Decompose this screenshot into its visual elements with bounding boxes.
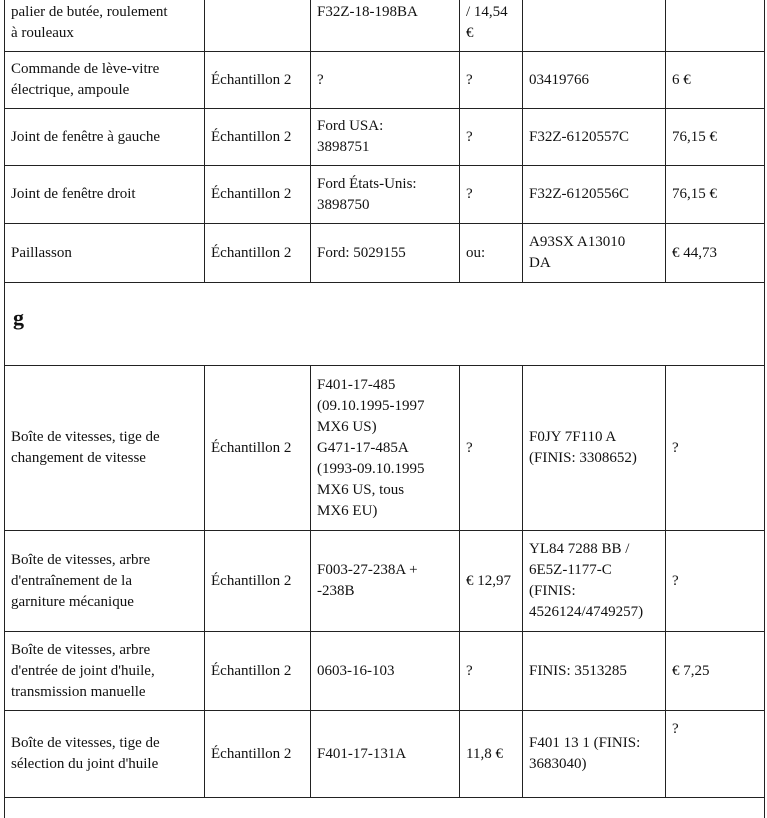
table-row: [4, 224, 765, 283]
price-cell: [460, 166, 523, 223]
alt-reference-cell: [523, 166, 666, 223]
table-row: [4, 0, 765, 52]
price-text: ?: [466, 662, 473, 679]
description-text: palier de butée, roulement à rouleaux: [11, 4, 168, 41]
sample-text: Échantillon 2: [211, 439, 292, 456]
table-row: [4, 531, 765, 632]
sample-text: Échantillon 2: [211, 186, 292, 202]
reference-text: F32Z-18-198BA: [317, 4, 418, 20]
alt-price-text: ?: [672, 721, 679, 737]
alt-price-text: 76,15 €: [672, 186, 717, 202]
description-text: Joint de fenêtre à gauche: [11, 128, 161, 145]
sample-cell: [205, 632, 311, 710]
table-row: [4, 632, 765, 711]
alt-reference-cell: [523, 366, 666, 530]
reference-cell: [311, 366, 460, 530]
alt-price-cell: [666, 366, 765, 530]
alt-price-text: ?: [672, 572, 679, 589]
description-text: Paillasson: [11, 244, 72, 261]
table-row: [4, 711, 765, 798]
price-text: ou:: [466, 244, 486, 261]
price-cell: [460, 366, 523, 530]
price-text: / 14,54 €: [466, 4, 508, 41]
reference-cell: [311, 711, 460, 797]
sample-text: Échantillon 2: [211, 572, 292, 589]
description-text: Joint de fenêtre droit: [11, 186, 136, 202]
price-text: ?: [466, 439, 473, 456]
sample-text: Échantillon 2: [211, 745, 292, 762]
alt-price-cell: [666, 531, 765, 631]
description-cell: [4, 366, 205, 530]
alt-price-text: 6 €: [672, 71, 691, 88]
price-cell: [460, 711, 523, 797]
price-text: ?: [466, 186, 473, 202]
table-row-edge: [4, 798, 765, 818]
description-cell: [4, 711, 205, 797]
reference-text: F401-17-131A: [317, 745, 407, 762]
alt-reference-text: A93SX A13010 DA: [529, 234, 626, 271]
alt-reference-text: F0JY 7F110 A (FINIS: 3308652): [529, 429, 637, 466]
reference-cell: [311, 224, 460, 282]
table-row: [4, 166, 765, 224]
alt-reference-cell: [523, 52, 666, 108]
alt-reference-text: 03419766: [529, 71, 589, 88]
price-cell: [460, 531, 523, 631]
reference-text: 0603-16-103: [317, 662, 395, 679]
alt-reference-cell: [523, 531, 666, 631]
description-cell: [4, 224, 205, 282]
price-cell: [460, 52, 523, 108]
alt-reference-text: FINIS: 3513285: [529, 662, 627, 679]
sample-cell: [205, 109, 311, 165]
description-cell: [4, 0, 205, 51]
reference-text: F401-17-485 (09.10.1995-1997 MX6 US) G471-17-485A (1993-09.10.1995 MX6 US, tous MX6 EU): [317, 376, 425, 519]
price-cell: [460, 224, 523, 282]
price-text: ?: [466, 128, 473, 145]
sample-cell: [205, 52, 311, 108]
reference-cell: [311, 109, 460, 165]
sample-cell: [205, 531, 311, 631]
sample-text: Échantillon 2: [211, 662, 292, 679]
price-text: ?: [466, 71, 473, 88]
description-text: Commande de lève-vitre électrique, ampoule: [11, 61, 160, 98]
price-text: € 12,97: [466, 572, 511, 589]
alt-reference-text: F32Z-6120557C: [529, 128, 630, 145]
alt-price-cell: [666, 109, 765, 165]
alt-price-text: € 44,73: [672, 244, 717, 261]
alt-reference-cell: [523, 0, 666, 51]
price-cell: [460, 0, 523, 51]
table-row: [4, 366, 765, 531]
section-title: g: [13, 305, 24, 330]
alt-reference-cell: [523, 109, 666, 165]
sample-cell: [205, 711, 311, 797]
reference-text: Ford: 5029155: [317, 244, 406, 261]
alt-price-cell: [666, 0, 765, 51]
description-text: Boîte de vitesses, arbre d'entrée de joint d'huile, transmission manuelle: [11, 641, 155, 700]
alt-price-text: ?: [672, 439, 679, 456]
section-header-row: [4, 283, 765, 366]
sample-text: Échantillon 2: [211, 244, 292, 261]
description-cell: [4, 52, 205, 108]
description-cell: [4, 109, 205, 165]
reference-cell: [311, 632, 460, 710]
table-row: [4, 52, 765, 109]
alt-price-cell: [666, 711, 765, 797]
price-cell: [460, 109, 523, 165]
reference-text: ?: [317, 71, 324, 88]
description-text: Boîte de vitesses, tige de sélection du joint d'huile: [11, 735, 160, 772]
alt-price-text: € 7,25: [672, 662, 710, 679]
description-text: Boîte de vitesses, arbre d'entraînement de la garniture mécanique: [11, 551, 151, 610]
description-cell: [4, 531, 205, 631]
alt-reference-text: YL84 7288 BB / 6E5Z-1177-C (FINIS: 4526124/4749257): [529, 541, 644, 620]
reference-cell: [311, 531, 460, 631]
sample-text: Échantillon 2: [211, 71, 292, 88]
alt-reference-text: F401 13 1 (FINIS: 3683040): [529, 735, 641, 772]
price-cell: [460, 632, 523, 710]
sample-cell: [205, 366, 311, 530]
alt-price-text: 76,15 €: [672, 128, 717, 145]
alt-price-cell: [666, 52, 765, 108]
description-cell: [4, 166, 205, 223]
alt-reference-cell: [523, 632, 666, 710]
alt-price-cell: [666, 224, 765, 282]
alt-reference-cell: [523, 224, 666, 282]
sample-cell: [205, 0, 311, 51]
alt-price-cell: [666, 166, 765, 223]
price-text: 11,8 €: [466, 745, 503, 762]
parts-table: [4, 0, 765, 798]
description-text: Boîte de vitesses, tige de changement de vitesse: [11, 429, 160, 466]
sample-cell: [205, 166, 311, 223]
alt-price-cell: [666, 632, 765, 710]
reference-text: Ford États-Unis: 3898750: [317, 175, 417, 213]
reference-cell: [311, 0, 460, 51]
reference-text: Ford USA: 3898751: [317, 118, 384, 155]
reference-cell: [311, 52, 460, 108]
sample-text: Échantillon 2: [211, 128, 292, 145]
sample-cell: [205, 224, 311, 282]
reference-cell: [311, 166, 460, 223]
alt-reference-text: F32Z-6120556C: [529, 186, 630, 202]
reference-text: F003-27-238A + -238B: [317, 562, 418, 599]
alt-reference-cell: [523, 711, 666, 797]
description-cell: [4, 632, 205, 710]
table-row: [4, 109, 765, 166]
